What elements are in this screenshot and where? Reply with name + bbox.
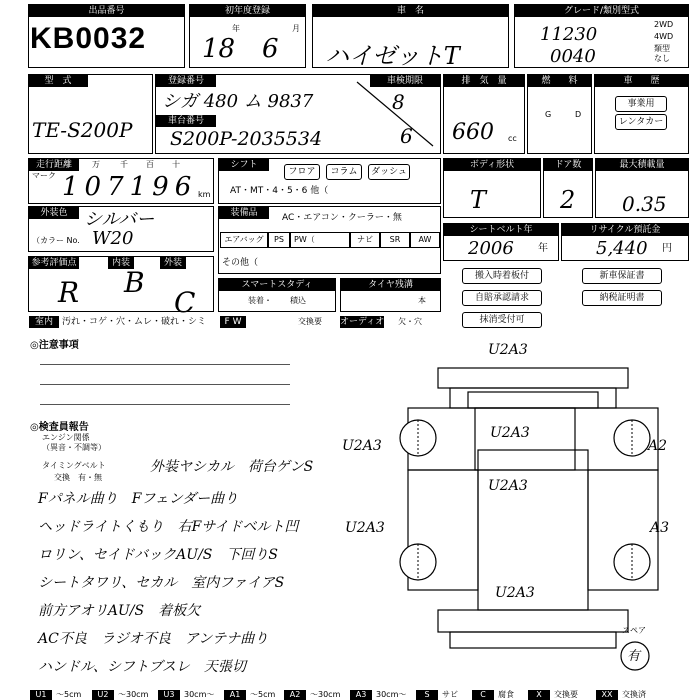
reg-no-label: 登録番号: [156, 75, 216, 87]
month-unit: 月: [292, 24, 300, 33]
inspector-note: ハンドル、シフトブスレ 天張切: [38, 659, 246, 675]
fw-label: F W: [220, 316, 246, 328]
damage-mark: U2A3: [345, 520, 385, 536]
seatbelt-value: 2006: [468, 238, 514, 259]
equipment-ac: AC・エアコン・クーラー・無: [282, 213, 402, 223]
interior-value: B: [124, 266, 145, 299]
drive-option: なし: [654, 54, 670, 63]
grade-value-2: 0040: [550, 46, 596, 67]
equipment-item: PW（: [290, 232, 350, 248]
legend-value: サビ: [442, 690, 458, 699]
legend-value: 腐食: [498, 690, 514, 699]
inspector-note: シートタワリ、セカル 室内ファイアS: [38, 575, 285, 591]
legend-key: X: [528, 690, 550, 700]
note-line: [40, 404, 290, 405]
class-label: 車 歴: [595, 75, 688, 87]
shift-floor: フロア: [284, 164, 320, 180]
mileage-unit: 百: [146, 160, 154, 169]
inspector-note: 前方アオリAU/S 着板欠: [38, 603, 201, 619]
exterior-label: 外装: [160, 257, 186, 269]
inspector-note: ロリン、セイドバックAU/S 下回りS: [38, 547, 278, 563]
spare-label: スペア: [622, 626, 646, 635]
recycle-unit: 円: [662, 243, 672, 254]
damage-mark: A2: [648, 438, 668, 454]
legend-value: ～5cm: [56, 690, 82, 699]
audio-label: オーディオ: [340, 317, 384, 327]
capacity-value: 0.35: [622, 192, 667, 216]
inspector-note: 外装ヤシカル 荷台ゲンS: [150, 459, 314, 475]
model-label: 型 式: [28, 75, 88, 87]
legend-key: U1: [30, 690, 52, 700]
smart-key-option: 積込: [290, 296, 306, 305]
mileage-value: 107196: [62, 172, 198, 202]
damage-mark: U2A3: [342, 438, 382, 454]
legend-key: U2: [92, 690, 114, 700]
serial-no-box: [28, 4, 185, 68]
inspector-note: AC不良 ラジオ不良 アンテナ曲り: [38, 631, 269, 647]
seatbelt-unit: 年: [538, 243, 548, 254]
drive-option: 2WD: [654, 20, 674, 29]
displacement-unit: cc: [508, 134, 517, 143]
room-label: 室内: [29, 316, 59, 328]
damage-mark: U2A3: [488, 342, 528, 358]
grade-value-1: 11230: [540, 24, 598, 45]
legend-value: ～30cm: [310, 690, 341, 699]
damage-mark: A3: [650, 520, 670, 536]
spare-value: 有: [627, 649, 641, 664]
legend-value: ～30cm: [118, 690, 149, 699]
legend-key: C: [472, 690, 494, 700]
legend-key: S: [416, 690, 438, 700]
first-reg-label: 初年度登録: [189, 5, 306, 17]
legend-key: U3: [158, 690, 180, 700]
seatbelt-label: シートベルト年: [444, 224, 558, 236]
shift-label: シフト: [219, 159, 269, 171]
smart-key-label: スマートスタディ: [219, 279, 335, 291]
note-line: [40, 364, 290, 365]
inspection-label: 車検期限: [370, 75, 440, 87]
color-code-value: W20: [92, 228, 134, 249]
shift-modes: AT・MT・4・5・6 他（: [230, 186, 329, 196]
rating-label: 参考評価点: [29, 257, 79, 269]
doc-button: 抹消受付可: [462, 312, 542, 328]
mileage-unit: km: [198, 190, 211, 199]
doc-button: 搬入時着板付: [462, 268, 542, 284]
rental-option: レンタカー: [615, 114, 667, 130]
engine-sub: （異音・不調等）: [42, 443, 106, 452]
inspection-year: 8: [392, 90, 405, 114]
legend-key: A2: [284, 690, 306, 700]
inspector-note: Fパネル曲り Fフェンダー曲り: [38, 491, 239, 507]
room-options: 汚れ・コゲ・穴・ムレ・破れ・シミ: [62, 317, 207, 327]
drive-option: 類型: [654, 44, 670, 53]
doc-button: 新車保証書: [582, 268, 662, 284]
rating-value: R: [58, 276, 80, 309]
lot-number: KB0032: [30, 22, 147, 55]
legend-key: XX: [596, 690, 618, 700]
mileage-label: 走行距離: [29, 159, 79, 171]
first-reg-month: 6: [262, 34, 279, 64]
color-value: シルバー: [84, 209, 155, 230]
shift-dash: ダッシュ: [368, 164, 410, 180]
doors-label: ドア数: [544, 159, 592, 171]
audio-options: 欠・穴: [398, 317, 422, 326]
displacement-label: 排 気 量: [444, 75, 524, 87]
doors-value: 2: [560, 186, 576, 214]
equipment-other: その他（: [222, 258, 259, 268]
fuel-option-g: G: [545, 110, 552, 119]
damage-mark: U2A3: [488, 478, 528, 494]
smart-key-option: 装着・: [248, 296, 272, 305]
inspection-month: 6: [400, 124, 413, 148]
equipment-item: SR: [380, 232, 410, 248]
fuel-option-d: D: [575, 110, 582, 119]
engine-label: エンジン関係: [42, 433, 90, 442]
chassis-label: 車台番号: [156, 115, 216, 127]
mileage-unit: 千: [120, 160, 128, 169]
equipment-item: ナビ: [350, 232, 380, 248]
body-value: T: [470, 186, 487, 214]
year-unit: 年: [232, 24, 240, 33]
recycle-label: リサイクル預託金: [562, 224, 688, 236]
business-use-option: 事業用: [615, 96, 667, 112]
fuel-label: 燃 料: [528, 75, 591, 87]
mileage-unit: 万: [92, 160, 100, 169]
capacity-label: 最大積載量: [596, 159, 688, 171]
strike-line-icon: [355, 80, 435, 150]
legend-value: 交換済: [622, 690, 646, 699]
displacement-value: 660: [452, 120, 494, 145]
legend-value: 30cm～: [376, 690, 407, 699]
note-line: [40, 384, 290, 385]
legend-value: 30cm～: [184, 690, 215, 699]
equipment-item: エアバッグ: [220, 232, 268, 248]
tire-unit: 本: [418, 296, 426, 305]
doc-button: 納税証明書: [582, 290, 662, 306]
legend-key: A1: [224, 690, 246, 700]
doc-button: 自賠承認請求: [462, 290, 542, 306]
body-label: ボディ形状: [444, 159, 540, 171]
chassis-value: S200P-2035534: [170, 128, 323, 150]
equipment-item: PS: [268, 232, 290, 248]
exterior-value: C: [174, 286, 196, 319]
mileage-unit: 十: [172, 160, 180, 169]
inspector-title: ◎検査員報告: [30, 422, 89, 433]
drive-option: 4WD: [654, 32, 674, 41]
interior-label: 内装: [108, 257, 134, 269]
legend-value: ～5cm: [250, 690, 276, 699]
grade-label: グレード/類別型式: [514, 5, 689, 17]
timing-sub: 交換 有・無: [54, 473, 102, 482]
damage-mark: U2A3: [495, 585, 535, 601]
car-name-value: ハイゼットT: [325, 42, 460, 70]
mileage-meter: マーク: [32, 171, 56, 180]
color-label: 外装色: [29, 207, 79, 219]
damage-mark: U2A3: [490, 425, 530, 441]
reg-no-value: シガ 480 ム 9837: [162, 91, 314, 112]
fw-option: 交換要: [298, 317, 322, 326]
inspector-note: ヘッドライトくもり 右Fサイドベルト凹: [38, 519, 299, 535]
color-code-label: （カラー No.: [32, 236, 80, 245]
tire-label: タイヤ残溝: [341, 279, 440, 291]
serial-no-label: 出品番号: [28, 5, 185, 17]
notes-title: ◎注意事項: [30, 340, 79, 351]
legend-key: A3: [350, 690, 372, 700]
equipment-item: AW: [410, 232, 440, 248]
legend-value: 交換要: [554, 690, 578, 699]
recycle-value: 5,440: [596, 238, 648, 259]
car-name-label: 車 名: [312, 5, 509, 17]
timing-label: タイミングベルト: [42, 461, 106, 470]
first-reg-year: 18: [202, 34, 236, 64]
equipment-label: 装備品: [219, 207, 269, 219]
shift-column: コラム: [326, 164, 362, 180]
model-value: TE-S200P: [32, 118, 133, 142]
